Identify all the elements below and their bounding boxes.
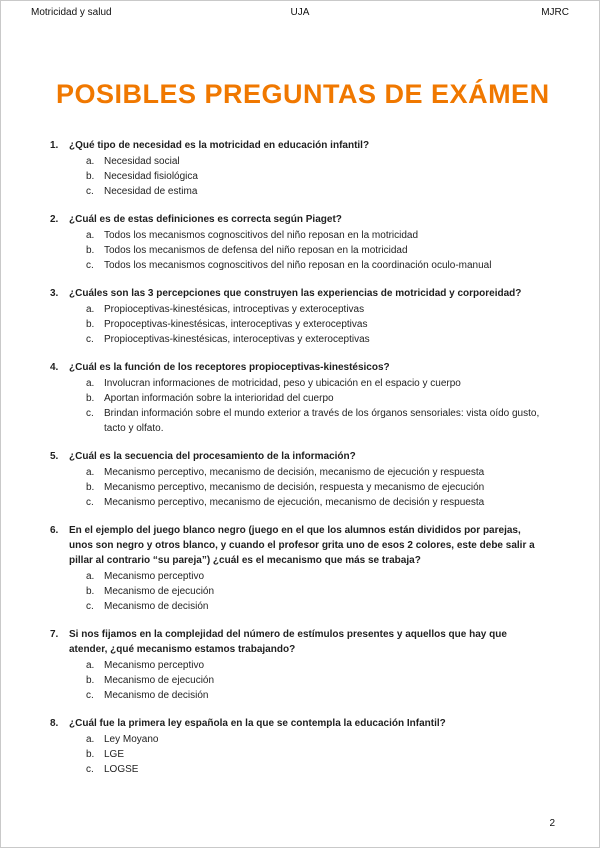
option-row	[86, 732, 549, 747]
option-row	[86, 376, 549, 391]
questions-list	[50, 138, 549, 777]
question-text: ¿Cuáles son las 3 percepciones que construyen las experiencias de motricidad y corporeidad?	[69, 288, 522, 299]
option-text: Necesidad de estima	[104, 186, 198, 197]
options-list	[50, 376, 549, 436]
question-number: 4.	[50, 362, 59, 373]
question-text: ¿Cuál es la función de los receptores propioceptivas-kinestésicos?	[69, 362, 390, 373]
option-text: Mecanismo perceptivo, mecanismo de ejecución, mecanismo de decisión y respuesta	[104, 497, 485, 508]
question-number: 5.	[50, 451, 59, 462]
option-row	[86, 480, 549, 495]
option-text: Propoceptivas-kinestésicas, interoceptivas y exteroceptivas	[104, 319, 368, 330]
document-body	[1, 1, 599, 777]
option-letter: c.	[86, 186, 94, 197]
options-list	[50, 465, 549, 510]
option-letter: a.	[86, 304, 95, 315]
option-letter: a.	[86, 734, 95, 745]
question-item	[50, 138, 549, 199]
options-list	[50, 732, 549, 777]
option-row	[86, 688, 549, 703]
option-text: Propioceptivas-kinestésicas, interoceptivas y exteroceptivas	[104, 334, 370, 345]
option-row	[86, 317, 549, 332]
option-text: Aportan información sobre la interioridad del cuerpo	[104, 393, 334, 404]
question-line	[50, 212, 549, 227]
options-list	[50, 228, 549, 273]
question-line	[50, 523, 549, 568]
option-row	[86, 243, 549, 258]
option-letter: c.	[86, 601, 94, 612]
option-text: Necesidad fisiológica	[104, 171, 198, 182]
option-letter: a.	[86, 571, 95, 582]
option-row	[86, 184, 549, 199]
option-letter: b.	[86, 675, 95, 686]
page-title: POSIBLES PREGUNTAS DE EXÁMEN	[56, 79, 550, 109]
option-letter: b.	[86, 393, 95, 404]
option-row	[86, 332, 549, 347]
option-text: Mecanismo de decisión	[104, 690, 209, 701]
option-row	[86, 599, 549, 614]
option-text: Propioceptivas-kinestésicas, introceptivas y exteroceptivas	[104, 304, 365, 315]
option-text: Mecanismo de ejecución	[104, 675, 215, 686]
option-text: Mecanismo de ejecución	[104, 586, 215, 597]
page-number: 2	[549, 818, 555, 829]
option-row	[86, 154, 549, 169]
option-letter: b.	[86, 749, 95, 760]
option-row	[86, 302, 549, 317]
question-number: 3.	[50, 288, 59, 299]
question-text: ¿Cuál fue la primera ley española en la que se contempla la educación Infantil?	[69, 718, 446, 729]
question-item	[50, 627, 549, 703]
question-line	[50, 138, 549, 153]
option-text: Todos los mecanismos cognoscitivos del niño reposan en la motricidad	[104, 230, 419, 241]
option-text: Mecanismo de decisión	[104, 601, 209, 612]
option-row	[86, 391, 549, 406]
option-text: Mecanismo perceptivo	[104, 571, 205, 582]
question-line	[50, 716, 549, 731]
option-text: Mecanismo perceptivo, mecanismo de decisión, respuesta y mecanismo de ejecución	[104, 482, 485, 493]
option-row	[86, 169, 549, 184]
question-item	[50, 212, 549, 273]
option-letter: a.	[86, 156, 95, 167]
option-row	[86, 228, 549, 243]
question-item	[50, 449, 549, 510]
option-letter: b.	[86, 319, 95, 330]
option-row	[86, 762, 549, 777]
options-list	[50, 658, 549, 703]
option-text: Todos los mecanismos de defensa del niño reposan en la motricidad	[104, 245, 408, 256]
header-left-text: Motricidad y salud	[31, 7, 112, 18]
question-line	[50, 360, 549, 375]
option-letter: b.	[86, 245, 95, 256]
option-letter: c.	[86, 497, 94, 508]
option-text: Brindan información sobre el mundo exterior a través de los órganos sensoriales: vista oído gusto, tacto y olfato.	[104, 408, 540, 434]
option-text: Ley Moyano	[104, 734, 159, 745]
option-letter: a.	[86, 378, 95, 389]
option-row	[86, 569, 549, 584]
question-line	[50, 286, 549, 301]
question-number: 8.	[50, 718, 59, 729]
options-list	[50, 302, 549, 347]
option-letter: b.	[86, 482, 95, 493]
option-letter: b.	[86, 586, 95, 597]
options-list	[50, 569, 549, 614]
option-row	[86, 406, 549, 436]
question-number: 1.	[50, 140, 59, 151]
question-item	[50, 716, 549, 777]
option-row	[86, 258, 549, 273]
option-letter: a.	[86, 660, 95, 671]
question-line	[50, 627, 549, 657]
document-header	[31, 6, 569, 20]
option-text: LOGSE	[104, 764, 139, 775]
option-row	[86, 465, 549, 480]
option-text: Necesidad social	[104, 156, 180, 167]
option-letter: c.	[86, 260, 94, 271]
option-letter: a.	[86, 230, 95, 241]
question-item	[50, 360, 549, 436]
question-item	[50, 523, 549, 614]
question-number: 7.	[50, 629, 59, 640]
question-line	[50, 449, 549, 464]
question-item	[50, 286, 549, 347]
option-text: Todos los mecanismos cognoscitivos del niño reposan en la coordinación oculo-manual	[104, 260, 492, 271]
option-text: Mecanismo perceptivo, mecanismo de decisión, mecanismo de ejecución y respuesta	[104, 467, 485, 478]
header-right-text: MJRC	[541, 7, 569, 18]
option-row	[86, 584, 549, 599]
question-text: En el ejemplo del juego blanco negro (juego en el que los alumnos están divididos por parejas, unos son negro y otros blanco, y cuando el profesor grita uno de esos 2 colores, este debe salir a pillar al contrario “su pareja”) ¿cuál es el mecanismo que más se trabaja?	[69, 525, 535, 566]
option-text: Mecanismo perceptivo	[104, 660, 205, 671]
question-number: 2.	[50, 214, 59, 225]
question-number: 6.	[50, 525, 59, 536]
option-row	[86, 658, 549, 673]
option-row	[86, 747, 549, 762]
option-letter: a.	[86, 467, 95, 478]
question-text: ¿Qué tipo de necesidad es la motricidad en educación infantil?	[69, 140, 370, 151]
header-center-text: UJA	[290, 7, 310, 18]
option-letter: c.	[86, 408, 94, 419]
option-text: LGE	[104, 749, 125, 760]
question-text: Si nos fijamos en la complejidad del número de estímulos presentes y aquellos que hay que atender, ¿qué mecanismo estamos trabajando?	[69, 629, 507, 655]
question-text: ¿Cuál es de estas definiciones es correcta según Piaget?	[69, 214, 342, 225]
option-letter: c.	[86, 690, 94, 701]
option-letter: c.	[86, 334, 94, 345]
option-letter: b.	[86, 171, 95, 182]
option-letter: c.	[86, 764, 94, 775]
question-text: ¿Cuál es la secuencia del procesamiento de la información?	[69, 451, 356, 462]
option-row	[86, 673, 549, 688]
option-row	[86, 495, 549, 510]
options-list	[50, 154, 549, 199]
option-text: Involucran informaciones de motricidad, peso y ubicación en el espacio y cuerpo	[104, 378, 461, 389]
